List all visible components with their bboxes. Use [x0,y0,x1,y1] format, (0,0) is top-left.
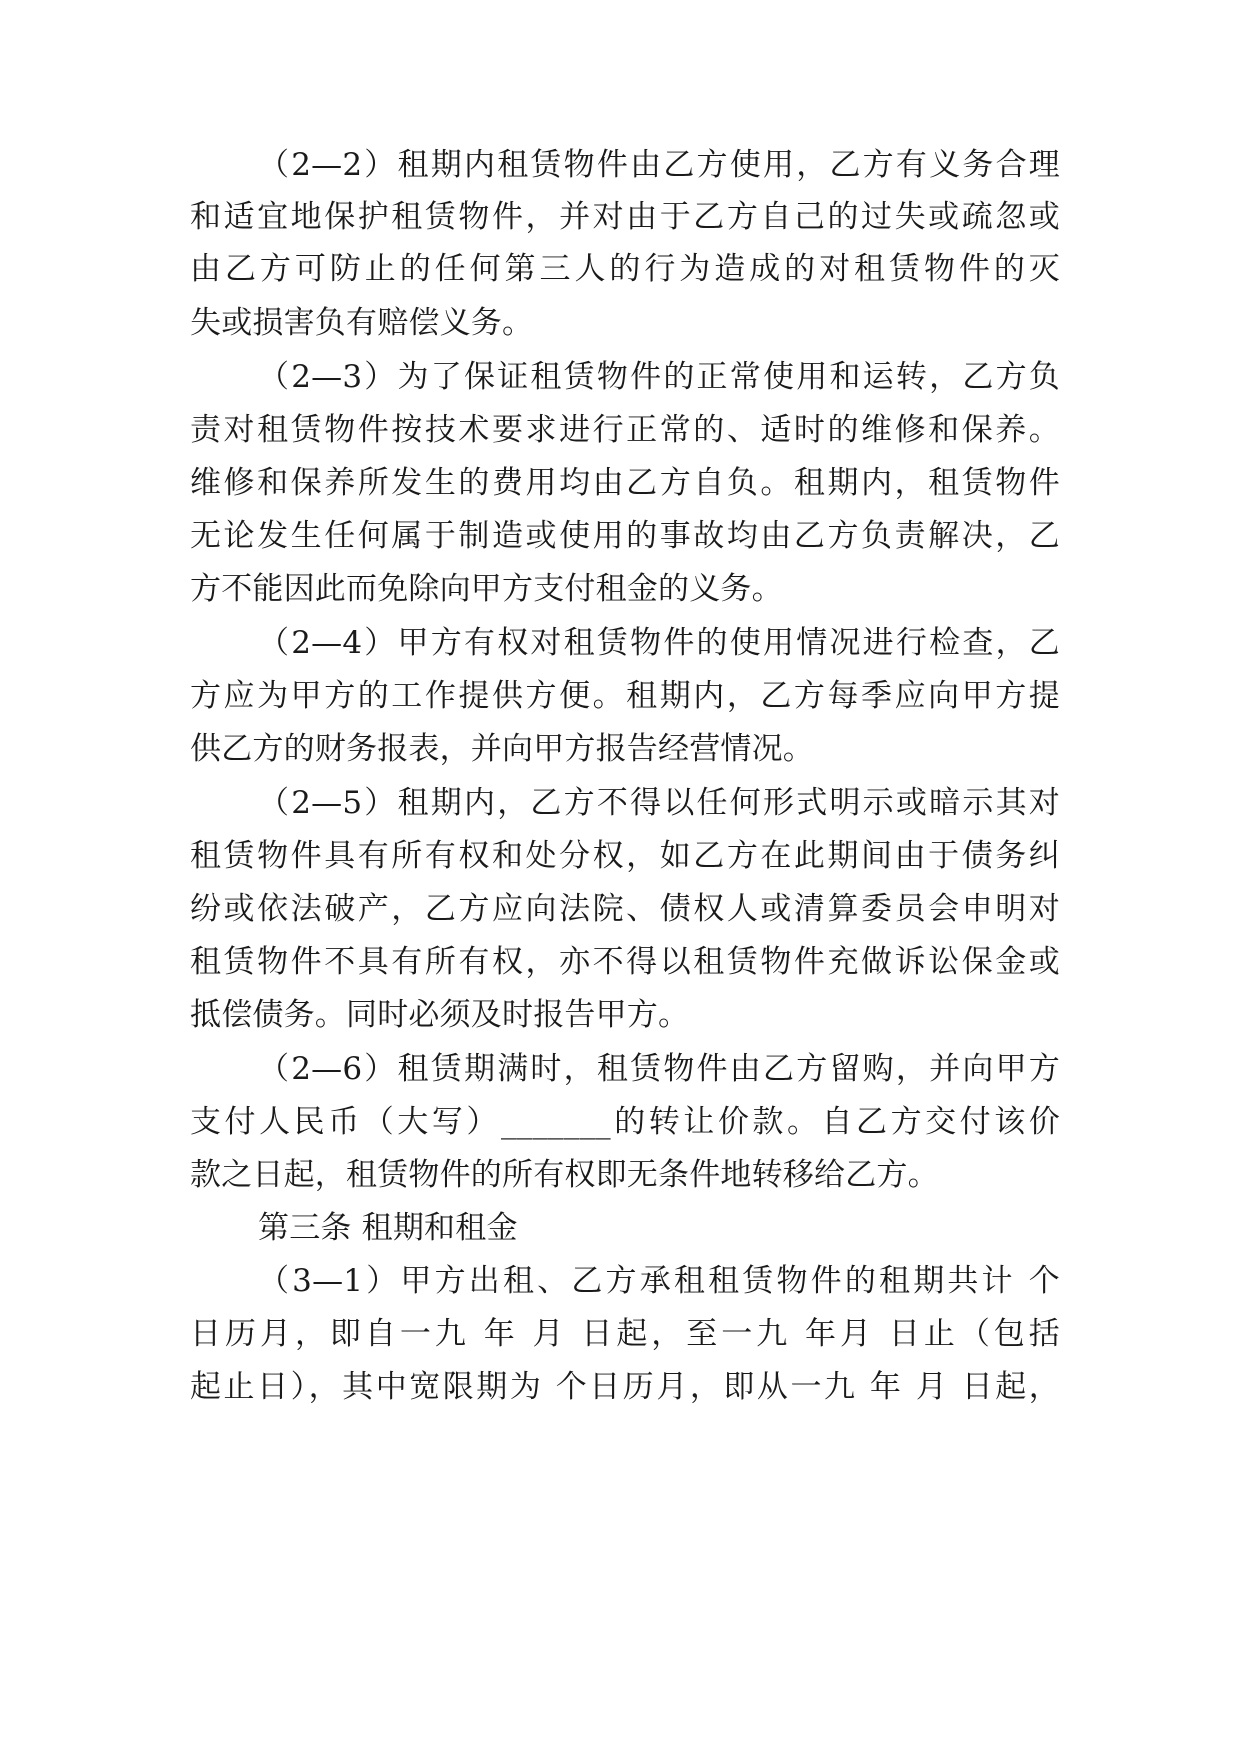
paragraph-2-3-line-5: 方不能因此而免除向甲方支付租金的义务。 [190,571,783,607]
paragraph-2-3-line-4: 无论发生任何属于制造或使用的事故均由乙方负责解决，乙 [190,518,1060,554]
paragraph-2-4-line-2: 方应为甲方的工作提供方便。租期内，乙方每季应向甲方提 [190,678,1060,714]
paragraph-3-1-line-1: （3—1）甲方出租、乙方承租租赁物件的租期共计 个 [258,1263,1060,1299]
paragraph-2-3-line-1: （2—3）为了保证租赁物件的正常使用和运转，乙方负 [258,359,1060,395]
paragraph-3-1-line-2: 日历月，即自一九 年 月 日起，至一九 年月 日止（包括 [190,1316,1060,1352]
paragraph-2-2-line-4: 失或损害负有赔偿义务。 [190,305,534,341]
paragraph-2-3-line-2: 责对租赁物件按技术要求进行正常的、适时的维修和保养。 [190,412,1060,448]
paragraph-2-6-line-1: （2—6）租赁期满时，租赁物件由乙方留购，并向甲方 [258,1051,1060,1087]
paragraph-2-5-line-5: 抵偿债务。同时必须及时报告甲方。 [190,997,690,1033]
paragraph-2-5-line-2: 租赁物件具有所有权和处分权，如乙方在此期间由于债务纠 [190,838,1060,874]
paragraph-2-4-line-3: 供乙方的财务报表，并向甲方报告经营情况。 [190,731,814,767]
paragraph-2-5-line-3: 纷或依法破产，乙方应向法院、债权人或清算委员会申明对 [190,891,1060,927]
paragraph-2-5-line-4: 租赁物件不具有所有权，亦不得以租赁物件充做诉讼保金或 [190,944,1060,980]
paragraph-2-2-line-3: 由乙方可防止的任何第三人的行为造成的对租赁物件的灭 [190,251,1060,287]
paragraph-3-1-line-3: 起止日），其中宽限期为 个日历月，即从一九 年 月 日起， [190,1369,1060,1405]
paragraph-2-3-line-3: 维修和保养所发生的费用均由乙方自负。租期内，租赁物件 [190,465,1060,501]
paragraph-2-6-line-2: 支付人民币（大写）_______的转让价款。自乙方交付该价 [190,1104,1060,1140]
article-3-heading: 第三条 租期和租金 [258,1210,518,1246]
paragraph-2-5-line-1: （2—5）租期内，乙方不得以任何形式明示或暗示其对 [258,785,1060,821]
paragraph-2-6-line-3: 款之日起，租赁物件的所有权即无条件地转移给乙方。 [190,1157,939,1193]
paragraph-2-2-line-2: 和适宜地保护租赁物件，并对由于乙方自己的过失或疏忽或 [190,199,1060,235]
paragraph-2-4-line-1: （2—4）甲方有权对租赁物件的使用情况进行检查，乙 [258,625,1060,661]
paragraph-2-2-line-1: （2—2）租期内租赁物件由乙方使用，乙方有义务合理 [258,147,1060,183]
